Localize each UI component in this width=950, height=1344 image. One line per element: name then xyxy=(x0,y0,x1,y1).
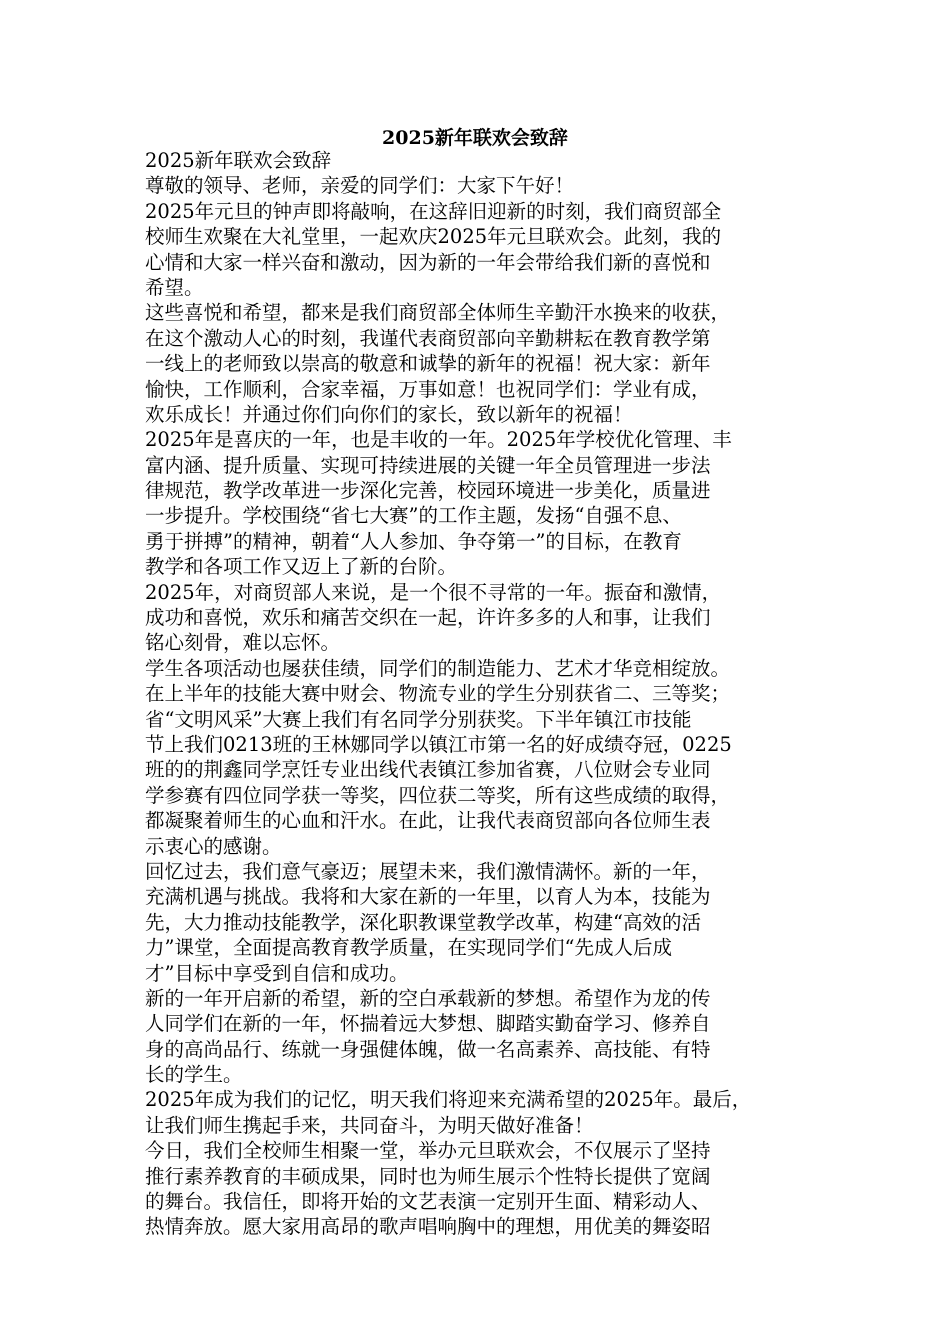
text-line: 愉快，工作顺利，合家幸福，万事如意！也祝同学们：学业有成， xyxy=(145,377,711,401)
text-line: 新的一年开启新的希望，新的空白承载新的梦想。希望作为龙的传 xyxy=(145,986,711,1010)
text-line: 力”课堂，全面提高教育教学质量，在实现同学们“先成人后成 xyxy=(145,936,672,960)
text-line: 2025年是喜庆的一年，也是丰收的一年。2025年学校优化管理、丰 xyxy=(145,428,732,452)
text-line: 2025年元旦的钟声即将敲响，在这辞旧迎新的时刻，我们商贸部全 xyxy=(145,199,722,223)
text-line: 教学和各项工作又迈上了新的台阶。 xyxy=(145,555,458,579)
text-line: 学参赛有四位同学获一等奖，四位获二等奖，所有这些成绩的取得， xyxy=(145,783,731,807)
text-line: 节上我们0213班的王林娜同学以镇江市第一名的好成绩夺冠，0225 xyxy=(145,732,732,756)
text-line: 推行素养教育的丰硕成果，同时也为师生展示个性特长提供了宽阔 xyxy=(145,1164,711,1188)
text-line: 才”目标中享受到自信和成功。 xyxy=(145,961,409,985)
text-line: 希望。 xyxy=(145,275,204,299)
text-line: 在上半年的技能大赛中财会、物流专业的学生分别获省二、三等奖； xyxy=(145,682,731,706)
document-body xyxy=(145,148,835,1240)
text-line: 律规范，教学改革进一步深化完善，校园环境进一步美化，质量进 xyxy=(145,479,711,503)
text-line: 回忆过去，我们意气豪迈；展望未来，我们激情满怀。新的一年， xyxy=(145,859,711,883)
text-line: 充满机遇与挑战。我将和大家在新的一年里，以育人为本，技能为 xyxy=(145,885,711,909)
text-line: 2025新年联欢会致辞 xyxy=(145,149,332,172)
text-line: 学生各项活动也屡获佳绩，同学们的制造能力、艺术才华竞相绽放。 xyxy=(145,656,731,680)
text-line: 在这个激动人心的时刻，我谨代表商贸部向辛勤耕耘在教育教学第 xyxy=(145,326,711,350)
text-line: 欢乐成长！并通过你们向你们的家长，致以新年的祝福！ xyxy=(145,402,633,426)
text-line: 铭心刻骨，难以忘怀。 xyxy=(145,631,341,655)
text-line: 热情奔放。愿大家用高昂的歌声唱响胸中的理想，用优美的舞姿昭 xyxy=(145,1215,711,1239)
text-line: 班的的荆鑫同学烹饪专业出线代表镇江参加省赛，八位财会专业同 xyxy=(145,758,711,782)
text-line: 都凝聚着师生的心血和汗水。在此，让我代表商贸部向各位师生表 xyxy=(145,809,711,833)
text-line: 今日，我们全校师生相聚一堂，举办元旦联欢会，不仅展示了坚持 xyxy=(145,1139,711,1163)
text-line: 心情和大家一样兴奋和激动，因为新的一年会带给我们新的喜悦和 xyxy=(145,250,711,274)
text-line: 成功和喜悦，欢乐和痛苦交织在一起，许许多多的人和事，让我们 xyxy=(145,606,711,630)
text-line: 人同学们在新的一年，怀揣着远大梦想、脚踏实勤奋学习、修养自 xyxy=(145,1012,711,1036)
text-line: 长的学生。 xyxy=(145,1063,243,1087)
text-line: 尊敬的领导、老师，亲爱的同学们：大家下午好！ xyxy=(145,174,575,198)
text-line: 先，大力推动技能教学，深化职教课堂教学改革，构建“高效的活 xyxy=(145,910,701,934)
text-line: 示衷心的感谢。 xyxy=(145,834,282,858)
text-line: 的舞台。我信任，即将开始的文艺表演一定别开生面、精彩动人、 xyxy=(145,1190,711,1214)
document-title: 2025新年联欢会致辞 xyxy=(382,127,568,149)
text-line: 2025年成为我们的记忆，明天我们将迎来充满希望的2025年。最后， xyxy=(145,1088,752,1112)
text-line: 勇于拼搏”的精神，朝着“人人参加、争夺第一”的目标，在教育 xyxy=(145,529,682,553)
text-line: 2025年，对商贸部人来说，是一个很不寻常的一年。振奋和激情， xyxy=(145,580,722,604)
text-line: 一步提升。学校围绕“省七大赛”的工作主题，发扬“自强不息、 xyxy=(145,504,682,528)
text-line: 这些喜悦和希望，都来是我们商贸部全体师生辛勤汗水换来的收获， xyxy=(145,301,731,325)
text-line: 让我们师生携起手来，共同奋斗，为明天做好准备！ xyxy=(145,1113,594,1137)
text-line: 校师生欢聚在大礼堂里，一起欢庆2025年元旦联欢会。此刻，我的 xyxy=(145,225,722,249)
text-line: 一线上的老师致以崇高的敬意和诚挚的新年的祝福！祝大家：新年 xyxy=(145,352,711,376)
text-line: 身的高尚品行、练就一身强健体魄，做一名高素养、高技能、有特 xyxy=(145,1037,711,1061)
text-line: 富内涵、提升质量、实现可持续进展的关键一年全员管理进一步法 xyxy=(145,453,711,477)
text-line: 省“文明风采”大赛上我们有名同学分别获奖。下半年镇江市技能 xyxy=(145,707,692,731)
